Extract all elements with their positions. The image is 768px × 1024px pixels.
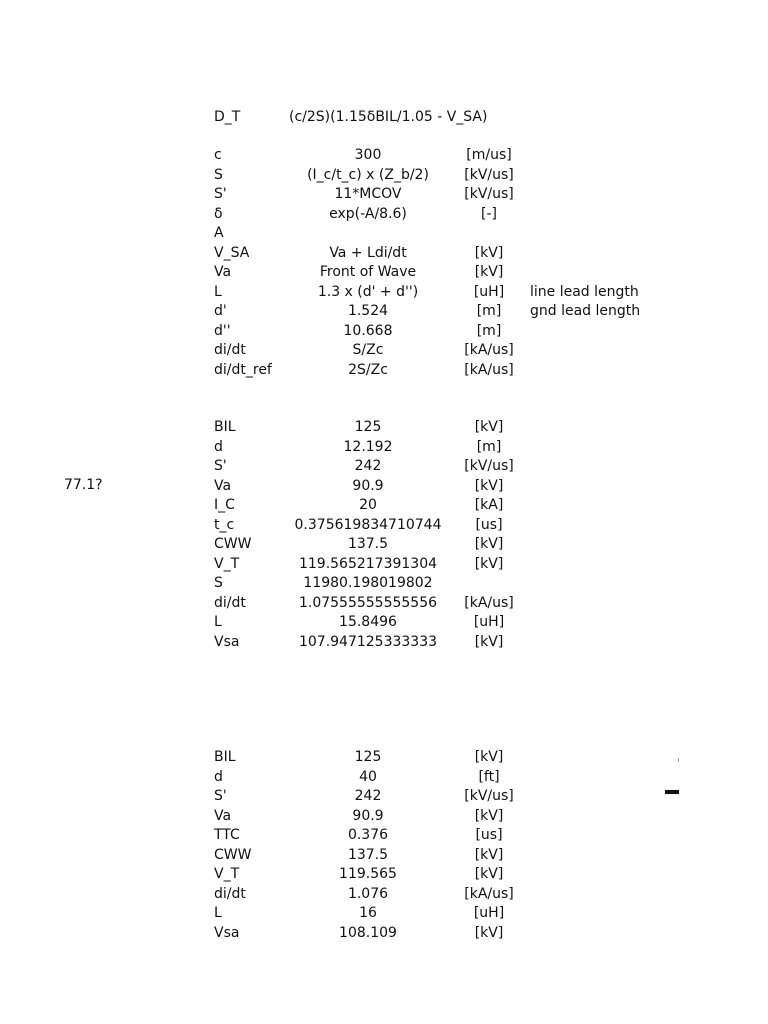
row-unit: [kV] <box>474 244 504 261</box>
table-row <box>214 244 674 264</box>
metric-calc-table <box>214 418 674 652</box>
row-unit: [m] <box>476 303 502 319</box>
table-row <box>214 535 674 555</box>
row-name: d <box>214 768 223 785</box>
row-value: 90.9 <box>352 807 384 824</box>
row-unit: [kV] <box>474 846 504 863</box>
row-name: V_SA <box>214 244 250 261</box>
row-unit: [uH] <box>473 614 505 630</box>
row-value: 0.375619834710744 <box>294 516 442 533</box>
row-note: line lead length <box>530 283 639 300</box>
row-unit: [us] <box>475 516 503 533</box>
table-row <box>214 224 674 244</box>
row-value: exp(-A/8.6) <box>329 205 407 222</box>
row-value: 1.3 x (d' + d'') <box>317 283 419 300</box>
row-value: 10.668 <box>343 322 393 339</box>
row-name: TTC <box>214 827 240 843</box>
row-value: 242 <box>354 788 382 804</box>
table-row <box>214 263 674 283</box>
table-row <box>214 322 674 342</box>
table-row <box>214 924 674 944</box>
table-row <box>214 633 674 653</box>
table-row <box>214 302 674 322</box>
table-row <box>214 865 674 885</box>
row-unit: [kV] <box>474 536 504 552</box>
row-unit: [uH] <box>473 283 505 300</box>
row-name: L <box>214 283 222 300</box>
row-value: 300 <box>354 147 382 163</box>
row-name: L <box>214 905 222 921</box>
table-row <box>214 361 674 381</box>
table-row <box>214 885 674 905</box>
row-value: 12.192 <box>343 438 393 455</box>
row-name: S <box>214 166 223 183</box>
row-unit: [kV/us] <box>464 186 514 202</box>
row-name: Va <box>214 264 232 280</box>
row-name: S <box>214 575 223 591</box>
row-value: 108.109 <box>339 924 397 941</box>
row-value: 1.524 <box>347 303 389 319</box>
row-name: CWW <box>214 846 252 863</box>
row-name: L <box>214 614 222 630</box>
row-unit: [kV] <box>474 924 504 941</box>
row-unit: [m] <box>476 322 502 339</box>
row-unit: [kA] <box>474 497 504 513</box>
row-name: BIL <box>214 419 236 435</box>
table-row <box>214 748 674 768</box>
table-row <box>214 846 674 866</box>
row-unit: [kV] <box>474 866 504 882</box>
row-value: 137.5 <box>347 846 389 863</box>
row-name: V_T <box>214 555 240 572</box>
row-value: Va + Ldi/dt <box>329 244 407 261</box>
header-name: D_T <box>214 109 241 125</box>
row-unit: [kV/us] <box>464 166 514 183</box>
row-unit: [kA/us] <box>464 885 514 902</box>
row-value: 125 <box>354 749 382 765</box>
row-unit: [kV] <box>474 264 504 280</box>
header-formula: (c/2S)(1.15δBIL/1.05 - V_SA) <box>289 109 488 125</box>
row-unit: [kV/us] <box>464 458 514 474</box>
table-row <box>214 341 674 361</box>
row-name: di/dt_ref <box>214 361 272 378</box>
row-name: V_T <box>214 866 240 882</box>
row-name: d'' <box>214 322 231 339</box>
row-value: 119.565 <box>339 866 397 882</box>
row-value: 40 <box>359 768 377 785</box>
row-unit: [m] <box>476 438 502 455</box>
table-row <box>214 418 674 438</box>
table-row <box>214 185 674 205</box>
row-name: δ <box>214 205 223 222</box>
row-unit: [kV] <box>474 555 504 572</box>
row-value: 11980.198019802 <box>303 575 433 591</box>
row-value: 1.07555555555556 <box>298 594 438 611</box>
table-row <box>214 904 674 924</box>
row-name: Va <box>214 477 232 494</box>
row-name: Vsa <box>214 633 240 650</box>
row-value: 16 <box>359 905 377 921</box>
row-unit: [-] <box>481 205 497 222</box>
imperial-calc-table <box>214 748 674 943</box>
row-unit: [kV] <box>474 477 504 494</box>
row-name: I_C <box>214 497 235 513</box>
row-value: 2S/Zc <box>348 361 388 378</box>
table-row <box>214 457 674 477</box>
row-unit: [kV] <box>474 749 504 765</box>
row-name: S' <box>214 186 227 202</box>
table-row <box>214 574 674 594</box>
row-unit: [ft] <box>478 768 500 785</box>
header-row <box>214 109 614 128</box>
row-value: 15.8496 <box>339 614 397 630</box>
row-value: 107.947125333333 <box>298 633 438 650</box>
table-row <box>214 807 674 827</box>
table-row <box>214 496 674 516</box>
row-name: Va <box>214 807 232 824</box>
row-unit: [kA/us] <box>464 594 514 611</box>
row-name: Vsa <box>214 924 240 941</box>
row-name: di/dt <box>214 594 246 611</box>
row-value: 11*MCOV <box>334 186 402 202</box>
row-name: t_c <box>214 516 235 533</box>
table-row <box>214 826 674 846</box>
row-value: Front of Wave <box>319 264 417 280</box>
row-value: 1.076 <box>347 885 389 902</box>
table-row <box>214 166 674 186</box>
row-name: A <box>214 225 224 241</box>
table-row <box>214 516 674 536</box>
stray-tick-mark <box>678 758 679 762</box>
row-value: 90.9 <box>352 477 384 494</box>
row-unit: [kV] <box>474 807 504 824</box>
row-unit: [kV] <box>474 419 504 435</box>
row-name: di/dt <box>214 885 246 902</box>
table-row <box>214 205 674 225</box>
row-unit: [uH] <box>473 905 505 921</box>
row-note: gnd lead length <box>530 303 641 319</box>
row-value: 0.376 <box>347 827 389 843</box>
row-name: di/dt <box>214 342 246 358</box>
table-row <box>214 768 674 788</box>
row-unit: [us] <box>475 827 503 843</box>
row-unit: [kA/us] <box>464 361 514 378</box>
side-note: 77.1? <box>64 477 103 493</box>
row-value: (I_c/t_c) x (Z_b/2) <box>307 166 429 183</box>
table-row <box>214 594 674 614</box>
row-value: 20 <box>359 497 377 513</box>
row-unit: [m/us] <box>466 147 512 163</box>
row-value: 137.5 <box>347 536 389 552</box>
row-name: BIL <box>214 749 236 765</box>
row-name: d' <box>214 303 227 319</box>
stray-dash-mark <box>665 790 679 794</box>
table-row <box>214 283 674 303</box>
row-value: S/Zc <box>352 342 384 358</box>
row-value: 242 <box>354 458 382 474</box>
definitions-table <box>214 146 674 380</box>
row-unit: [kA/us] <box>464 342 514 358</box>
row-name: d <box>214 438 223 455</box>
row-value: 119.565217391304 <box>298 555 438 572</box>
table-row <box>214 787 674 807</box>
table-row <box>214 477 674 497</box>
row-unit: [kV/us] <box>464 788 514 804</box>
row-name: c <box>214 147 222 163</box>
table-row <box>214 438 674 458</box>
row-name: CWW <box>214 536 252 552</box>
table-row <box>214 613 674 633</box>
row-value: 125 <box>354 419 382 435</box>
row-unit: [kV] <box>474 633 504 650</box>
table-row <box>214 555 674 575</box>
table-row <box>214 146 674 166</box>
row-name: S' <box>214 788 227 804</box>
row-name: S' <box>214 458 227 474</box>
